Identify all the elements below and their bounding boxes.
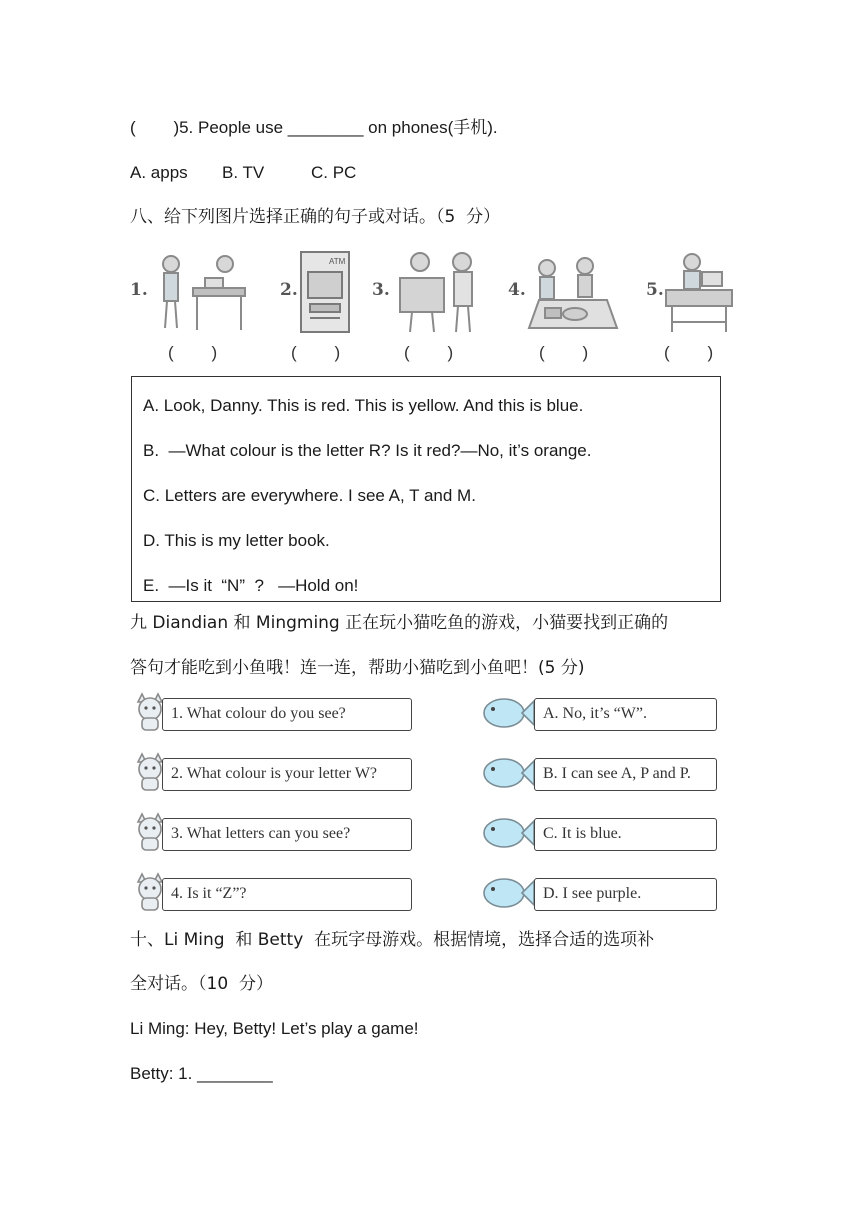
question-box-3[interactable]: 3. What letters can you see? xyxy=(162,818,412,851)
dialog-line-1: Li Ming: Hey, Betty! Let’s play a game! xyxy=(130,1019,419,1038)
picture-number: 2. xyxy=(280,280,298,300)
box-option-e: E. —Is it “N” ? —Hold on! xyxy=(143,576,359,595)
answer-box-d[interactable]: D. I see purple. xyxy=(534,878,717,911)
picture-boy-at-desk xyxy=(155,248,251,336)
fish-icon xyxy=(480,873,536,913)
dialog-line-2: Betty: 1. ________ xyxy=(130,1064,273,1083)
answer-blank-4[interactable]: ( ) xyxy=(539,343,589,362)
picture-number: 5. xyxy=(646,280,664,300)
picture-children-at-table xyxy=(525,248,621,336)
picture-number: 3. xyxy=(372,280,390,300)
picture-boy-behind-desk xyxy=(662,248,736,336)
option-a: A. apps xyxy=(130,163,188,182)
question-5: ( )5. People use ________ on phones(手机). xyxy=(130,118,498,137)
picture-number: 1. xyxy=(130,280,148,300)
question-box-2[interactable]: 2. What colour is your letter W? xyxy=(162,758,412,791)
answer-box-c[interactable]: C. It is blue. xyxy=(534,818,717,851)
question-box-4[interactable]: 4. Is it “Z”? xyxy=(162,878,412,911)
answer-box-a[interactable]: A. No, it’s “W”. xyxy=(534,698,717,731)
section-9-heading-line2: 答句才能吃到小鱼哦！连一连，帮助小猫吃到小鱼吧！(5 分) xyxy=(130,658,585,678)
option-b: B. TV xyxy=(222,163,265,182)
section-8-heading: 八、给下列图片选择正确的句子或对话。（5 分） xyxy=(130,207,501,227)
box-option-d: D. This is my letter book. xyxy=(143,531,330,550)
answer-blank-5[interactable]: ( ) xyxy=(664,343,714,362)
box-option-b: B. —What colour is the letter R? Is it red?—No, it’s orange. xyxy=(143,441,592,460)
answer-blank-1[interactable]: ( ) xyxy=(168,343,218,362)
answer-blank-2[interactable]: ( ) xyxy=(291,343,341,362)
box-option-c: C. Letters are everywhere. I see A, T and M. xyxy=(143,486,476,505)
box-option-a: A. Look, Danny. This is red. This is yellow. And this is blue. xyxy=(143,396,584,415)
section-9-heading-line1: 九 Diandian 和 Mingming 正在玩小猫吃鱼的游戏，小猫要找到正确的 xyxy=(130,613,669,633)
answer-box-b[interactable]: B. I can see A, P and P. xyxy=(534,758,717,791)
fish-icon xyxy=(480,813,536,853)
question-box-1[interactable]: 1. What colour do you see? xyxy=(162,698,412,731)
answer-blank-3[interactable]: ( ) xyxy=(404,343,454,362)
section-10-heading-line1: 十、Li Ming 和 Betty 在玩字母游戏。根据情境，选择合适的选项补 xyxy=(130,930,655,950)
fish-icon xyxy=(480,753,536,793)
fish-icon xyxy=(480,693,536,733)
atm-label: ATM xyxy=(329,257,346,266)
option-c: C. PC xyxy=(311,163,357,182)
picture-number: 4. xyxy=(508,280,526,300)
section-10-heading-line2: 全对话。（10 分） xyxy=(130,974,273,994)
picture-atm-machine xyxy=(295,248,355,336)
picture-children-with-letters xyxy=(392,248,488,336)
